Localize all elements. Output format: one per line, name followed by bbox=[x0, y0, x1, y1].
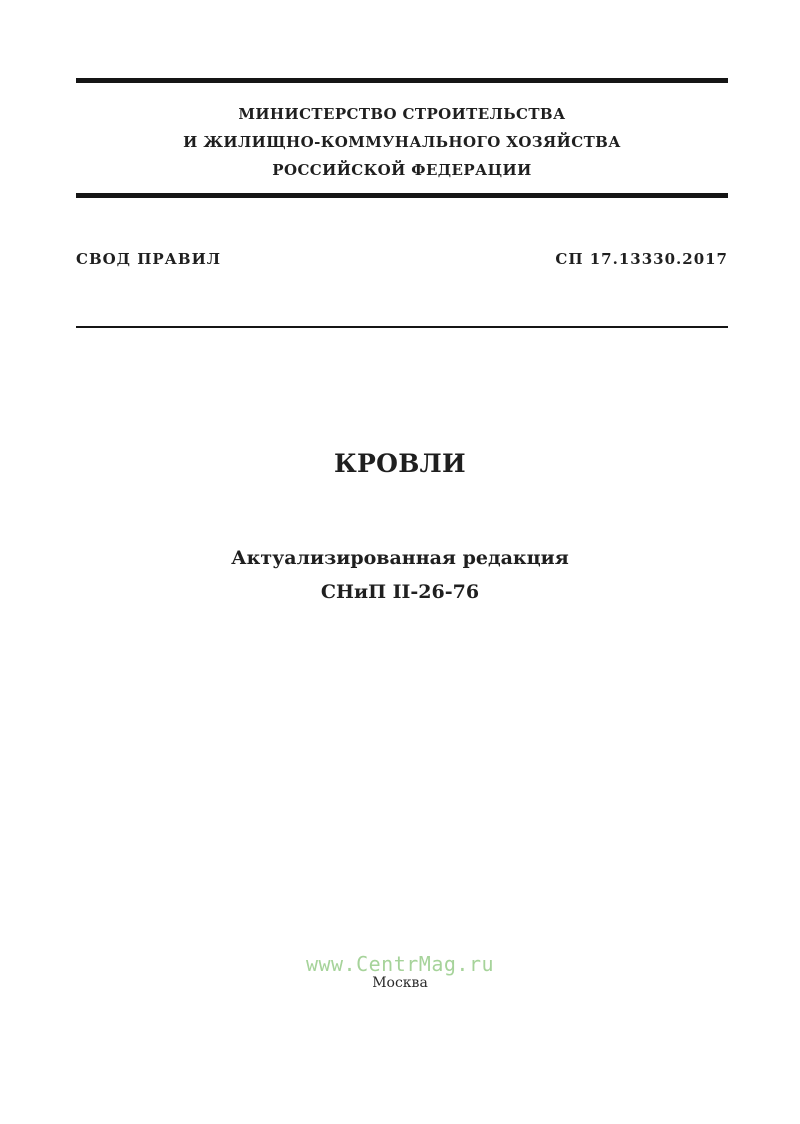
document-subtitle bbox=[0, 541, 800, 609]
code-row-divider bbox=[76, 326, 728, 328]
watermark: www.CentrMag.ru bbox=[305, 952, 495, 976]
document-title: КРОВЛИ bbox=[334, 449, 466, 478]
top-divider bbox=[76, 78, 728, 83]
document-code: СП 17.13330.2017 bbox=[555, 250, 728, 268]
ministry-line-3: РОССИЙСКОЙ ФЕДЕРАЦИИ bbox=[272, 161, 532, 179]
ministry-header bbox=[76, 100, 728, 184]
ministry-line-2: И ЖИЛИЩНО-КОММУНАЛЬНОГО ХОЗЯЙСТВА bbox=[183, 133, 621, 151]
document-type-label: СВОД ПРАВИЛ bbox=[76, 250, 222, 268]
ministry-line-1: МИНИСТЕРСТВО СТРОИТЕЛЬСТВА bbox=[238, 105, 566, 123]
subtitle-line-edition: Актуализированная редакция bbox=[231, 547, 569, 569]
document-code-row bbox=[76, 250, 728, 268]
subtitle-line-snip: СНиП II-26-76 bbox=[320, 581, 480, 603]
publication-city: Москва bbox=[372, 975, 428, 991]
ministry-bottom-divider bbox=[76, 193, 728, 198]
